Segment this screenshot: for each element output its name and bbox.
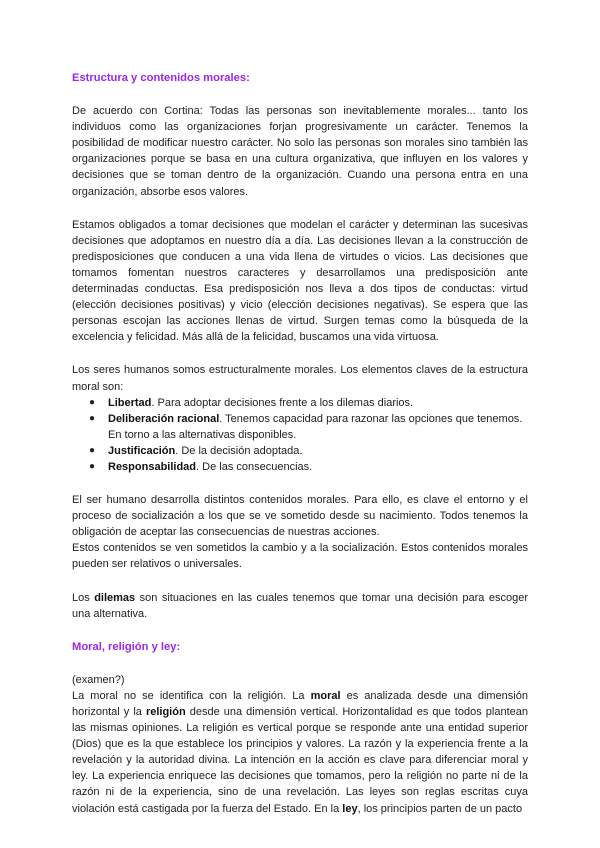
term-ley: ley bbox=[342, 802, 358, 815]
list-item bbox=[72, 459, 528, 475]
paragraph-dilemas: Los dilemas son situaciones en las cuales tenemos que tomar una decisión para escoger una alternativa. bbox=[72, 591, 529, 620]
list-item-term: Deliberación racional bbox=[108, 412, 220, 425]
list-item-term: Libertad bbox=[108, 396, 152, 409]
section-heading-moral-religion-ley: Moral, religión y ley: bbox=[72, 640, 181, 653]
bullet-icon: ● bbox=[89, 460, 96, 472]
term-moral: moral bbox=[310, 689, 341, 702]
bullet-icon: ● bbox=[89, 396, 96, 408]
paragraph-socializacion: Estos contenidos se ven sometidos la cambio y a la socialización. Estos contenidos morales pueden ser relativos o universales. bbox=[72, 542, 528, 571]
document-body bbox=[72, 70, 528, 817]
list-item-term: Justificación bbox=[108, 444, 176, 457]
paragraph-contenidos: El ser humano desarrolla distintos contenidos morales. Para ello, es clave el entorno y el proceso de socialización a los que se ve sometido desde su nacimiento. Todos tenemos la obligación de aceptar las consecuencias de nuestras acciones. bbox=[72, 494, 528, 539]
section-heading-estructura: Estructura y contenidos morales: bbox=[72, 72, 250, 84]
bullet-icon: ● bbox=[89, 444, 96, 456]
list-item-text: . Tenemos capacidad para razonar las opciones que tenemos. En torno a las alternativas disponibles. bbox=[108, 412, 523, 441]
paragraph-cortina: De acuerdo con Cortina: Todas las personas son inevitablemente morales... tanto los individuos como las organizaciones forjan progresivamente un carácter. Tenemos la posibilidad de modificar nuestro carácter. No solo las personas son morales sino también las organizaciones porque se basa en una cultura organizativa, que influyen en los valores y decisiones que se toman dentro de la organización. Cuando una persona entra en una organización, absorbe esos valores. bbox=[72, 105, 528, 198]
bullet-icon: ● bbox=[89, 412, 96, 424]
paragraph-estructura: Los seres humanos somos estructuralmente morales. Los elementos claves de la estructura moral son: bbox=[72, 364, 528, 393]
list-item-text: . De la decisión adoptada. bbox=[175, 444, 303, 457]
exam-note: (examen?) bbox=[72, 673, 125, 686]
list-item-term: Responsabilidad bbox=[108, 460, 197, 473]
moral-elements-list bbox=[72, 395, 528, 475]
list-item-text: . Para adoptar decisiones frente a los dilemas diarios. bbox=[151, 396, 414, 409]
term-religion: religión bbox=[145, 706, 186, 718]
term-dilemas: dilemas bbox=[94, 591, 136, 604]
list-item-text: . De las consecuencias. bbox=[196, 460, 313, 473]
paragraph-decisiones: Estamos obligados a tomar decisiones que modelan el carácter y determinan las sucesivas decisiones que adoptamos en nuestro día a día. Las decisiones llevan a la construcción de predisposiciones que conducen a una vida llena de virtudes o vicios. Las decisiones que tomamos fomentan nuestros caracteres y desarrollamos una predisposición ante determinadas conductas. Esa predisposición nos lleva a dos tipos de conductas: virtud (elección decisiones positivas) y vicio (elección decisiones negativas). Se espera que las personas escojan las acciones llenas de virtud. Surgen temas como la búsqueda de la excelencia y felicidad. Más allá de la felicidad, buscamos una vida virtuosa. bbox=[72, 218, 528, 344]
list-item bbox=[72, 395, 528, 411]
paragraph-moral-religion: La moral no se identifica con la religión. La moral es analizada desde una dimensión horizontal y la religión desde una dimensión vertical. Horizontalidad es que todos plantean las mismas opiniones. La religión es vertical porque se responde ante una entidad superior (Dios) que es la que establece los principios y valores. La razón y la experiencia frente a la revelación y la autoridad divina. La intención en la acción es clave para diferenciar moral y ley. La experiencia enriquece las decisiones que tomamos, pero la religión no parte ni de la razón ni de la experiencia, sino de una revelación. Las leyes son reglas escritas cuya violación está castigada por la fuerza del Estado. En la ley, los principios parten de un pacto bbox=[72, 689, 528, 815]
list-item bbox=[72, 411, 528, 443]
list-item bbox=[72, 443, 528, 459]
